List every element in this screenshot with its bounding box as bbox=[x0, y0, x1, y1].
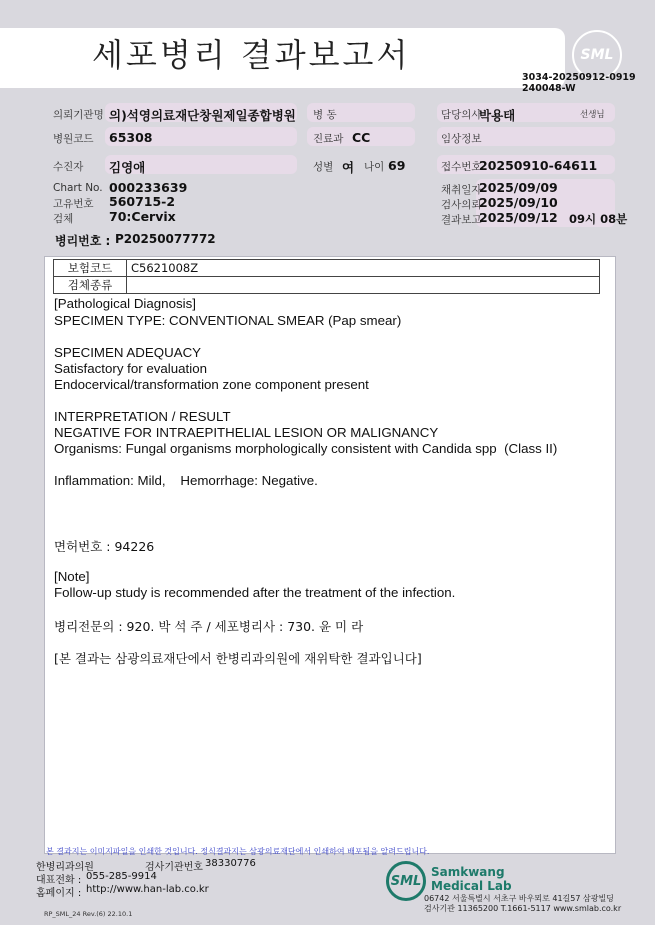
barcode-line-2: 240048-W bbox=[522, 83, 576, 94]
clinic-name: 한병리과의원 bbox=[36, 862, 94, 873]
report-line: NEGATIVE FOR INTRAEPITHELIAL LESION OR MALIGNANCY bbox=[54, 425, 439, 440]
report-line: [Note] bbox=[54, 569, 90, 584]
report-line: SPECIMEN ADEQUACY bbox=[54, 345, 202, 360]
homepage-link[interactable]: http://www.han-lab.co.kr bbox=[86, 884, 209, 895]
specimen-label: 검체 bbox=[53, 213, 74, 225]
result-date-value: 2025/09/12 bbox=[479, 210, 558, 225]
license-number: 면허번호 : 94226 bbox=[54, 539, 155, 554]
report-line: [Pathological Diagnosis] bbox=[54, 296, 196, 311]
pathologist-signoff: 병리전문의 : 920. 박 석 주 / 세포병리사 : 730. 윤 미 라 bbox=[54, 619, 364, 634]
ward-label: 병 동 bbox=[313, 109, 337, 121]
report-line: Organisms: Fungal organisms morphologically consistent with Candida spp (Class II) bbox=[54, 441, 558, 456]
sex-label: 성별 bbox=[313, 161, 334, 173]
request-date-value: 2025/09/10 bbox=[479, 195, 558, 210]
receipt-value: 20250910-64611 bbox=[479, 158, 598, 173]
report-line: Satisfactory for evaluation bbox=[54, 361, 207, 376]
clinical-label: 임상정보 bbox=[441, 133, 482, 145]
samkwang-logo-icon: SML bbox=[386, 861, 426, 901]
homepage-label: 홈페이지 : bbox=[36, 888, 82, 899]
agency-value: 38330776 bbox=[205, 858, 256, 869]
consignment-note: [본 결과는 삼광의료재단에서 한병리과의원에 재위탁한 결과입니다] bbox=[54, 651, 422, 666]
logo-name-line-2: Medical Lab bbox=[431, 879, 512, 893]
specimen-type-label: 검체종류 bbox=[54, 277, 127, 294]
hospital-code-value: 65308 bbox=[109, 130, 153, 145]
age-label: 나이 bbox=[364, 161, 385, 173]
report-line: Inflammation: Mild, Hemorrhage: Negative. bbox=[54, 473, 318, 488]
collect-date-value: 2025/09/09 bbox=[479, 180, 558, 195]
doctor-label: 담당의사 bbox=[441, 109, 482, 121]
institution-value: 의)석영의료재단창원제일종합병원 bbox=[109, 108, 296, 123]
report-line: INTERPRETATION / RESULT bbox=[54, 409, 231, 424]
form-code: RP_SML_24 Rev.(6) 22.10.1 bbox=[44, 910, 133, 918]
table-row bbox=[54, 260, 600, 277]
report-line: SPECIMEN TYPE: CONVENTIONAL SMEAR (Pap smear) bbox=[54, 313, 402, 328]
logo-name-line-1: Samkwang bbox=[431, 865, 505, 879]
result-time-value: 09시 08분 bbox=[569, 212, 628, 226]
pathology-number-label: 병리번호 : bbox=[55, 234, 111, 248]
patient-label: 수진자 bbox=[53, 161, 84, 173]
report-line: Follow-up study is recommended after the treatment of the infection. bbox=[54, 585, 456, 600]
age-value: 69 bbox=[388, 158, 406, 173]
collect-date-label: 채취일자 bbox=[441, 184, 482, 196]
phone-value: 055-285-9914 bbox=[86, 871, 157, 882]
receipt-label: 접수번호 bbox=[441, 161, 482, 173]
doctor-value: 박용태 bbox=[479, 108, 516, 123]
specimen-value: 70:Cervix bbox=[109, 209, 176, 224]
chart-no-value: 000233639 bbox=[109, 180, 188, 195]
dept-label: 진료과 bbox=[313, 133, 344, 145]
insurance-code-label: 보험코드 bbox=[54, 260, 127, 277]
sml-logo-icon: SML bbox=[572, 30, 622, 80]
barcode-line-1: 3034-20250912-0919 bbox=[522, 72, 636, 83]
lab-info: 검사기관 11365200 T.1661-5117 www.smlab.co.kr bbox=[424, 904, 622, 913]
request-date-label: 검사의뢰 bbox=[441, 199, 482, 211]
agency-label: 검사기관번호 bbox=[145, 862, 203, 873]
chart-no-label: Chart No. bbox=[53, 182, 103, 194]
unique-id-label: 고유번호 bbox=[53, 198, 94, 210]
print-notice: 본 결과지는 이미지파일을 인쇄한 것입니다. 정식결과지는 삼광의료재단에서 인쇄하여 배포됨을 알려드립니다. bbox=[46, 847, 430, 856]
report-title: 세포병리 결과보고서 bbox=[92, 36, 411, 74]
lab-address: 06742 서울특별시 서초구 바우뫼로 41길57 삼광빌딩 bbox=[424, 894, 614, 903]
phone-label: 대표전화 : bbox=[36, 875, 82, 886]
report-line: Endocervical/transformation zone component present bbox=[54, 377, 369, 392]
doctor-suffix: 선생님 bbox=[580, 110, 605, 120]
specimen-type-value bbox=[127, 277, 600, 294]
institution-label: 의뢰기관명 bbox=[53, 109, 104, 121]
patient-value: 김영애 bbox=[109, 160, 146, 175]
dept-value: CC bbox=[352, 130, 371, 145]
unique-id-value: 560715-2 bbox=[109, 194, 176, 209]
result-date-label: 결과보고 bbox=[441, 214, 482, 226]
sex-value: 여 bbox=[342, 160, 355, 175]
table-row bbox=[54, 277, 600, 294]
insurance-code-value: C5621008Z bbox=[127, 260, 600, 277]
hospital-code-label: 병원코드 bbox=[53, 133, 94, 145]
pathology-number-value: P20250077772 bbox=[115, 232, 216, 246]
code-table bbox=[53, 259, 600, 294]
